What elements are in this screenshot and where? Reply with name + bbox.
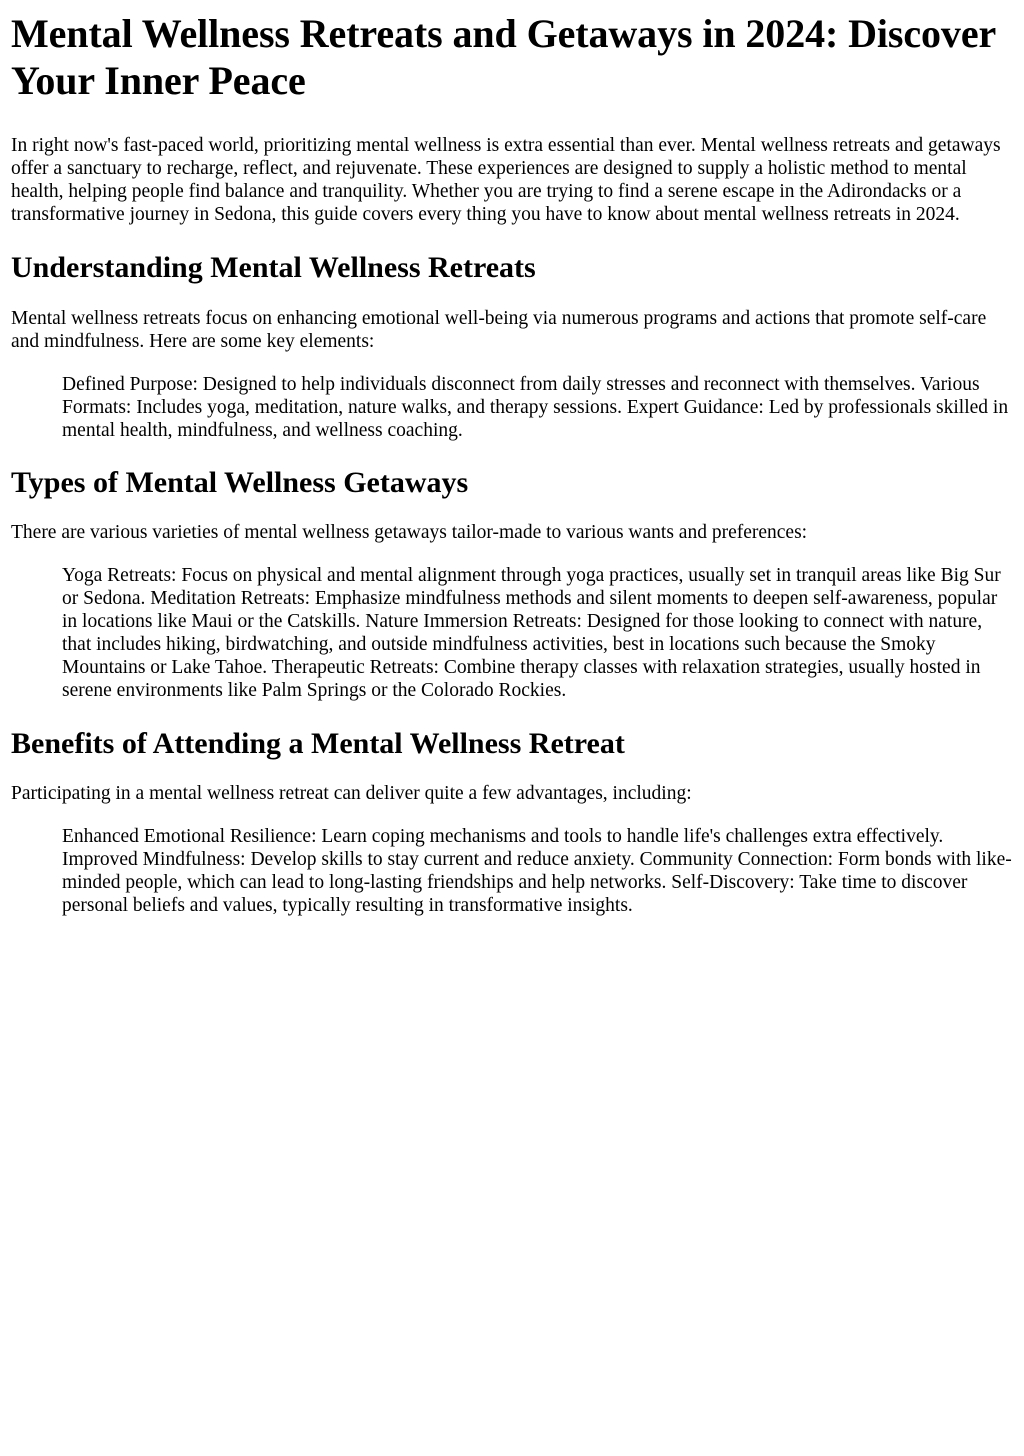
section-lead-benefits: Participating in a mental wellness retreat can deliver quite a few advantages, including:: [11, 783, 692, 804]
page-title: Mental Wellness Retreats and Getaways in 2024: Discover Your Inner Peace: [11, 11, 996, 103]
section-heading-benefits: Benefits of Attending a Mental Wellness Retreat: [11, 727, 625, 760]
article-page: [0, 10, 1024, 917]
section-quote-types: Yoga Retreats: Focus on physical and mental alignment through yoga practices, usually set in tranquil areas like Big Sur or Sedona. Meditation Retreats: Emphasize mindfulness methods and silent moments to deepen self-awareness, popular in locations like Maui or the Catskills. Nature Immersion Retreats: Designed for those looking to connect with nature, that includes hiking, birdwatching, and outside mindfulness activities, best in locations such because the Smoky Mountains or Lake Tahoe. Therapeutic Retreats: Combine therapy classes with relaxation strategies, usually hosted in serene environments like Palm Springs or the Colorado Rockies.: [62, 565, 1001, 701]
intro-paragraph: In right now's fast-paced world, prioritizing mental wellness is extra essential than ever. Mental wellness retreats and getaways offer a sanctuary to recharge, reflect, and rejuvenate. These experiences are designed to supply a holistic method to mental health, helping people find balance and tranquility. Whether you are trying to find a serene escape in the Adirondacks or a transformative journey in Sedona, this guide covers every thing you have to know about mental wellness retreats in 2024.: [11, 135, 1001, 225]
section-quote-understanding: Defined Purpose: Designed to help individuals disconnect from daily stresses and reconnect with themselves. Various Formats: Includes yoga, meditation, nature walks, and therapy sessions. Expert Guidance: Led by professionals skilled in mental health, mindfulness, and wellness coaching.: [62, 374, 1009, 441]
section-quote-benefits: Enhanced Emotional Resilience: Learn coping mechanisms and tools to handle life's challenges extra effectively. Improved Mindfulness: Develop skills to stay current and reduce anxiety. Community Connection: Form bonds with like-minded people, which can lead to long-lasting friendships and help networks. Self-Discovery: Take time to discover personal beliefs and values, typically resulting in transformative insights.: [62, 826, 1012, 916]
section-lead-types: There are various varieties of mental wellness getaways tailor-made to various wants and preferences:: [11, 522, 808, 543]
section-heading-types: Types of Mental Wellness Getaways: [11, 466, 469, 499]
section-lead-understanding: Mental wellness retreats focus on enhancing emotional well-being via numerous programs and actions that promote self-care and mindfulness. Here are some key elements:: [11, 308, 987, 352]
section-heading-understanding: Understanding Mental Wellness Retreats: [11, 251, 536, 284]
